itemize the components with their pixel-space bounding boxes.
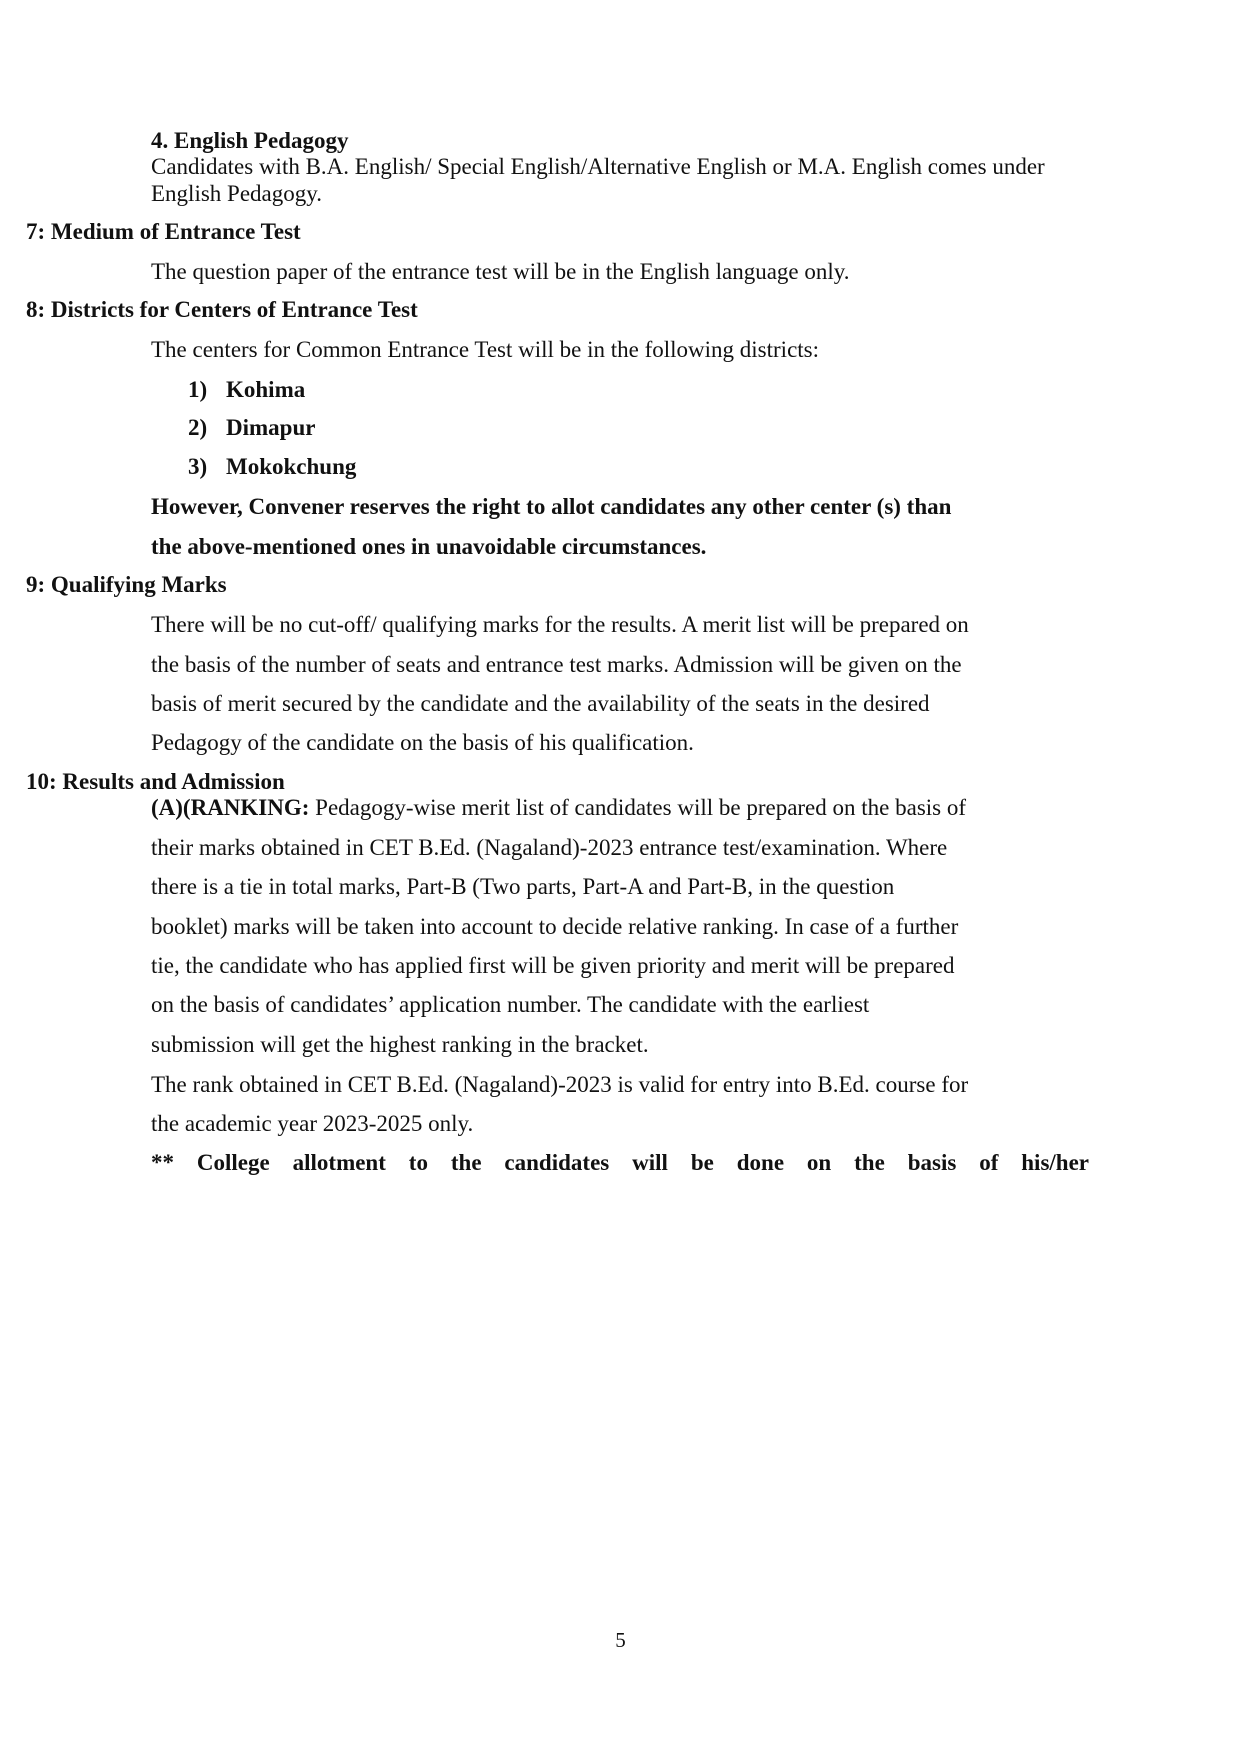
paragraph-line: on the basis of candidates’ application number. The candidate with the earliest bbox=[151, 992, 870, 1017]
allotment-line: ** College allotment to the candidates will be done on the basis of his/her bbox=[151, 1150, 1089, 1175]
paragraph-line: submission will get the highest ranking in the bracket. bbox=[151, 1032, 649, 1057]
paragraph-line: tie, the candidate who has applied first will be given priority and merit will be prepared bbox=[151, 953, 955, 978]
section-heading-districts: 8: Districts for Centers of Entrance Test bbox=[26, 297, 418, 322]
section-heading-medium: 7: Medium of Entrance Test bbox=[26, 219, 301, 244]
ranking-first-line bbox=[151, 794, 966, 822]
district-name: Kohima bbox=[226, 377, 306, 402]
ranking-text: Pedagogy-wise merit list of candidates will be prepared on the basis of bbox=[309, 795, 967, 820]
paragraph-line: The question paper of the entrance test will be in the English language only. bbox=[151, 259, 850, 284]
note-line: the above-mentioned ones in unavoidable circumstances. bbox=[151, 534, 707, 559]
page-number: 5 bbox=[615, 1628, 626, 1652]
paragraph-line: English Pedagogy. bbox=[151, 181, 322, 206]
paragraph-line: the basis of the number of seats and entrance test marks. Admission will be given on the bbox=[151, 652, 962, 677]
section-heading-qualifying-marks: 9: Qualifying Marks bbox=[26, 572, 227, 597]
paragraph-line: basis of merit secured by the candidate and the availability of the seats in the desired bbox=[151, 691, 930, 716]
paragraph-line: the academic year 2023-2025 only. bbox=[151, 1111, 474, 1136]
paragraph-line: booklet) marks will be taken into account to decide relative ranking. In case of a further bbox=[151, 914, 959, 939]
paragraph-line: Pedagogy of the candidate on the basis of his qualification. bbox=[151, 730, 694, 755]
district-number: 1) bbox=[188, 377, 208, 402]
paragraph-line: The rank obtained in CET B.Ed. (Nagaland)-2023 is valid for entry into B.Ed. course for bbox=[151, 1072, 969, 1097]
district-name: Mokokchung bbox=[226, 454, 357, 479]
district-number: 2) bbox=[188, 415, 208, 440]
paragraph-line: There will be no cut-off/ qualifying marks for the results. A merit list will be prepared on bbox=[151, 612, 969, 637]
district-number: 3) bbox=[188, 454, 208, 479]
section-heading-results-admission: 10: Results and Admission bbox=[26, 769, 285, 794]
district-name: Dimapur bbox=[226, 415, 316, 440]
ranking-label: (A)(RANKING: bbox=[151, 795, 310, 820]
paragraph-line: there is a tie in total marks, Part-B (Two parts, Part-A and Part-B, in the question bbox=[151, 874, 895, 899]
paragraph-line: The centers for Common Entrance Test will be in the following districts: bbox=[151, 337, 820, 362]
section-heading-english-pedagogy: 4. English Pedagogy bbox=[151, 128, 349, 153]
paragraph-line: their marks obtained in CET B.Ed. (Nagaland)-2023 entrance test/examination. Where bbox=[151, 835, 948, 860]
note-line: However, Convener reserves the right to allot candidates any other center (s) than bbox=[151, 494, 952, 519]
paragraph-line: Candidates with B.A. English/ Special English/Alternative English or M.A. English comes under bbox=[151, 154, 1045, 179]
